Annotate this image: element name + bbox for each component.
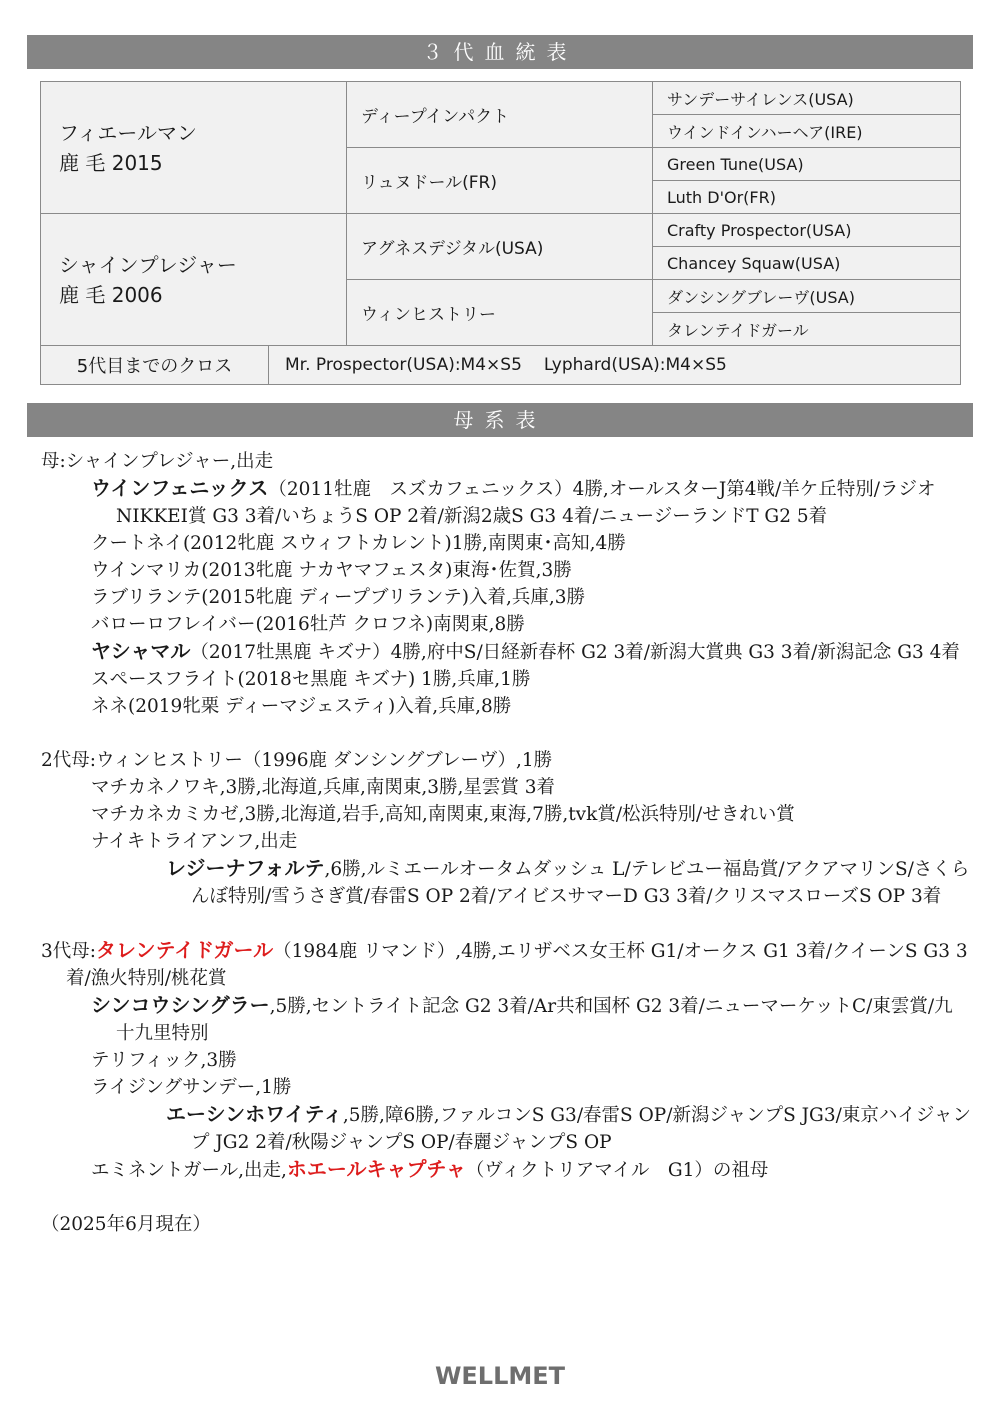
pedigree-table bbox=[40, 81, 961, 385]
entry-text: （2011牡鹿 スズカフェニックス）4勝,オールスターJ第4戦/羊ケ丘特別/ラジオNIKKEI賞 G3 3着/いちょうS OP 2着/新潟2歳S G3 4着/ニュージーランドT G2 5着 bbox=[116, 479, 936, 527]
third-gen-cell: タレンテイドガール bbox=[653, 313, 961, 346]
entry-prefix: エミネントガール,出走, bbox=[91, 1160, 287, 1181]
family-entry bbox=[41, 855, 971, 910]
third-gen-cell: Crafty Prospector(USA) bbox=[653, 214, 961, 247]
dam-sire-cell: アグネスデジタル(USA) bbox=[347, 214, 653, 280]
wellmet-logo: WELLMET bbox=[434, 1362, 566, 1390]
cross-2: Lyphard(USA):M4×S5 bbox=[543, 355, 727, 375]
family-entry: ライジングサンデー,1勝 bbox=[91, 1077, 292, 1098]
as-of-date: （2025年6月現在） bbox=[41, 1214, 211, 1235]
horse-name: レジーナフォルテ bbox=[166, 856, 325, 880]
family-entry: クートネイ(2012牝鹿 スウィフトカレント)1勝,南関東･高知,4勝 bbox=[91, 533, 626, 554]
family-table bbox=[41, 448, 971, 1238]
family-entry: テリフィック,3勝 bbox=[91, 1050, 237, 1071]
third-gen-cell: Green Tune(USA) bbox=[653, 148, 961, 181]
dam-line: 母:シャインプレジャー,出走 bbox=[41, 451, 274, 472]
entry-text: （ヴィクトリアマイル G1）の祖母 bbox=[465, 1160, 769, 1181]
family-entry: ナイキトライアンフ,出走 bbox=[91, 831, 298, 852]
family-entry bbox=[41, 638, 971, 666]
sire-name: フィエールマン bbox=[59, 120, 197, 145]
third-gen-cell: サンデーサイレンス(USA) bbox=[653, 82, 961, 115]
horse-name: ウインフェニックス bbox=[91, 476, 269, 500]
third-gen-cell: ウインドインハーヘア(IRE) bbox=[653, 115, 961, 148]
second-dam-line: 2代母:ウィンヒストリー（1996鹿 ダンシングブレーヴ）,1勝 bbox=[41, 750, 553, 771]
family-entry: バローロフレイバー(2016牡芦 クロフネ)南関東,8勝 bbox=[91, 614, 525, 635]
family-entry: ウインマリカ(2013牝鹿 ナカヤマフェスタ)東海･佐賀,3勝 bbox=[91, 560, 572, 581]
pedigree-header: ３代血統表 bbox=[27, 35, 973, 69]
entry-text: （1984鹿 リマンド）,4勝,エリザベス女王杯 G1/オークス G1 3着/クイーンS G3 3着/漁火特別/桃花賞 bbox=[66, 941, 968, 989]
horse-name: エーシンホワイティ bbox=[166, 1102, 343, 1126]
entry-text: ,5勝,セントライト記念 G2 3着/Ar共和国杯 G2 3着/ニューマーケットC/東雲賞/九十九里特別 bbox=[116, 996, 953, 1044]
sire-dam-cell: リュヌドール(FR) bbox=[347, 148, 653, 214]
cross-label: 5代目までのクロス bbox=[41, 346, 269, 385]
family-entry: マチカネノワキ,3勝,北海道,兵庫,南関東,3勝,星雲賞 3着 bbox=[91, 777, 556, 798]
family-entry: スペースフライト(2018セ黒鹿 キズナ) 1勝,兵庫,1勝 bbox=[91, 669, 531, 690]
entry-text: ,6勝,ルミエールオータムダッシュ L/テレビユー福島賞/アクアマリンS/さくらんぼ特別/雪うさぎ賞/春雷S OP 2着/アイビスサマーD G3 3着/クリスマスローズS OP 3着 bbox=[191, 859, 970, 907]
horse-name: シンコウシングラー bbox=[91, 993, 270, 1017]
entry-text: ,5勝,障6勝,ファルコンS G3/春雷S OP/新潟ジャンプS JG3/東京ハイジャンプ JG2 2着/秋陽ジャンプS OP/春麗ジャンプS OP bbox=[191, 1105, 971, 1153]
horse-name: タレンテイドガール bbox=[96, 938, 274, 962]
third-dam-line bbox=[41, 937, 971, 992]
family-entry: マチカネカミカゼ,3勝,北海道,岩手,高知,南関東,東海,7勝,tvk賞/松浜特別/せきれい賞 bbox=[91, 804, 795, 825]
third-gen-cell: ダンシングブレーヴ(USA) bbox=[653, 280, 961, 313]
entry-prefix: 3代母: bbox=[41, 941, 97, 962]
cross-1: Mr. Prospector(USA):M4×S5 bbox=[285, 355, 522, 375]
third-gen-cell: Chancey Squaw(USA) bbox=[653, 247, 961, 280]
dam-cell bbox=[41, 214, 347, 346]
horse-name: ホエールキャプチャ bbox=[286, 1157, 466, 1181]
family-entry bbox=[41, 1101, 971, 1156]
family-entry bbox=[41, 475, 971, 530]
dam-detail: 鹿 毛 2006 bbox=[59, 282, 163, 307]
sire-cell bbox=[41, 82, 347, 214]
entry-text: （2017牡黒鹿 キズナ）4勝,府中S/日経新春杯 G2 3着/新潟大賞典 G3 3着/新潟記念 G3 4着 bbox=[190, 642, 960, 663]
sire-sire-cell: ディープインパクト bbox=[347, 82, 653, 148]
third-gen-cell: Luth D'Or(FR) bbox=[653, 181, 961, 214]
dam-name: シャインプレジャー bbox=[59, 252, 237, 277]
family-entry: ネネ(2019牝栗 ディーマジェスティ)入着,兵庫,8勝 bbox=[91, 696, 512, 717]
sire-detail: 鹿 毛 2015 bbox=[59, 150, 163, 175]
family-entry bbox=[41, 992, 971, 1047]
horse-name: ヤシャマル bbox=[91, 639, 191, 663]
family-header: 母系表 bbox=[27, 403, 973, 437]
family-entry bbox=[41, 1156, 971, 1184]
family-entry: ラブリランテ(2015牝鹿 ディープブリランテ)入着,兵庫,3勝 bbox=[91, 587, 586, 608]
cross-values bbox=[269, 346, 961, 385]
dam-dam-cell: ウィンヒストリー bbox=[347, 280, 653, 346]
